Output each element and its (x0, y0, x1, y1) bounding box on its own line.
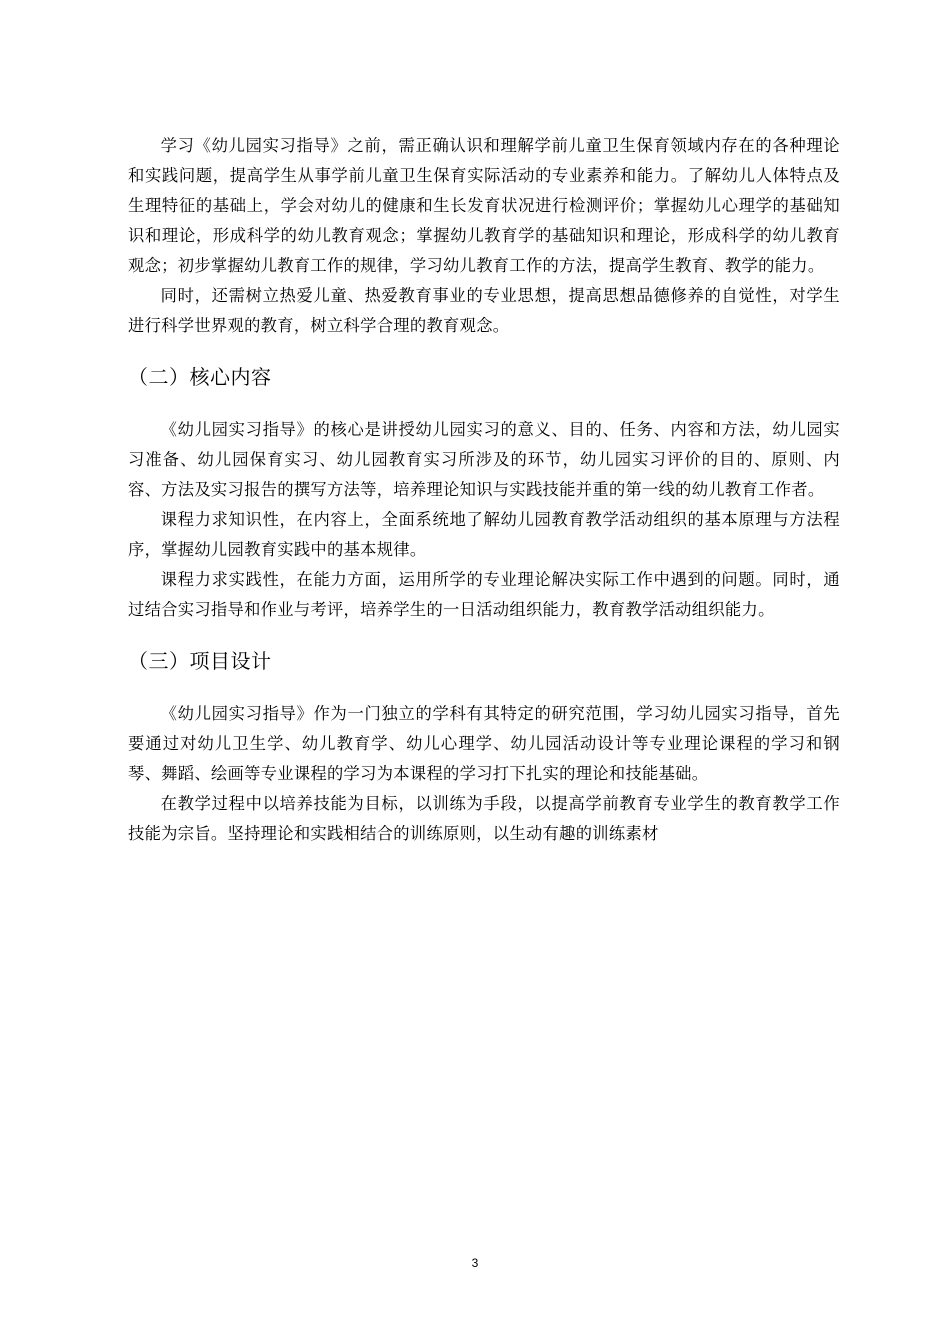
intro-paragraph-1: 学习《幼儿园实习指导》之前，需正确认识和理解学前儿童卫生保育领域内存在的各种理论和实践问题，提高学生从事学前儿童卫生保育实际活动的专业素养和能力。了解幼儿人体特点及生理特征的基础上，学会对幼儿的健康和生长发育状况进行检测评价；掌握幼儿心理学的基础知识和理论，形成科学的幼儿教育观念；掌握幼儿教育学的基础知识和理论，形成科学的幼儿教育观念；初步掌握幼儿教育工作的规律，学习幼儿教育工作的方法，提高学生教育、教学的能力。 (128, 136, 840, 275)
core-paragraph-3: 课程力求实践性，在能力方面，运用所学的专业理论解决实际工作中遇到的问题。同时，通过结合实习指导和作业与考评，培养学生的一日活动组织能力，教育教学活动组织能力。 (128, 570, 840, 619)
section-heading-core: （二）核心内容 (128, 365, 272, 389)
page-number: 3 (471, 1256, 479, 1270)
core-paragraph-1: 《幼儿园实习指导》的核心是讲授幼儿园实习的意义、目的、任务、内容和方法，幼儿园实习准备、幼儿园保育实习、幼儿园教育实习所涉及的环节，幼儿园实习评价的目的、原则、内容、方法及实习报告的撰写方法等，培养理论知识与实践技能并重的第一线的幼儿教育工作者。 (128, 420, 840, 499)
section-heading-design: （三）项目设计 (128, 649, 272, 673)
design-paragraph-2: 在教学过程中以培养技能为目标，以训练为手段，以提高学前教育专业学生的教育教学工作技能为宗旨。坚持理论和实践相结合的训练原则，以生动有趣的训练素材 (128, 794, 840, 843)
intro-paragraph-2: 同时，还需树立热爱儿童、热爱教育事业的专业思想，提高思想品德修养的自觉性，对学生进行科学世界观的教育，树立科学合理的教育观念。 (128, 286, 840, 335)
design-paragraph-1: 《幼儿园实习指导》作为一门独立的学科有其特定的研究范围，学习幼儿园实习指导，首先要通过对幼儿卫生学、幼儿教育学、幼儿心理学、幼儿园活动设计等专业理论课程的学习和钢琴、舞蹈、绘画等专业课程的学习为本课程的学习打下扎实的理论和技能基础。 (128, 704, 840, 783)
page-body (128, 131, 840, 849)
core-paragraph-2: 课程力求知识性，在内容上，全面系统地了解幼儿园教育教学活动组织的基本原理与方法程序，掌握幼儿园教育实践中的基本规律。 (128, 510, 840, 559)
